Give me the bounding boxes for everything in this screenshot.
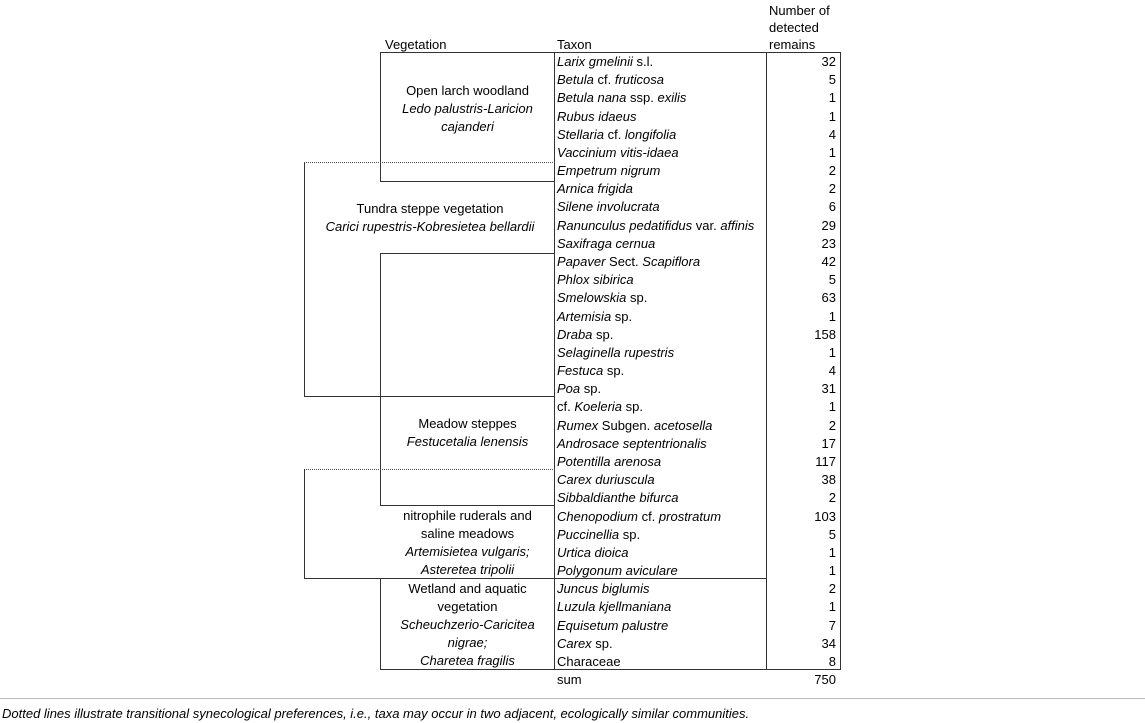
remains-count: 42 — [821, 253, 836, 269]
taxon-name-part: ssp. — [626, 90, 658, 106]
taxon-name-part: cf. — [637, 508, 659, 524]
remains-count: 2 — [828, 417, 836, 433]
taxon-name-part: Juncus biglumis — [557, 581, 650, 597]
taxon-name-part: Carex — [557, 635, 592, 651]
vegetation-line: Artemisietea vulgaris; — [405, 544, 530, 559]
taxon-name — [557, 217, 754, 235]
table-row — [557, 198, 840, 216]
taxon-left-border — [554, 52, 555, 669]
remains-count: 2 — [828, 581, 836, 597]
table-row — [557, 71, 840, 89]
table-row — [557, 108, 840, 126]
taxon-name-part: s.l. — [632, 54, 654, 69]
table-row — [557, 289, 840, 307]
taxon-name — [557, 235, 655, 253]
taxon-name — [557, 617, 668, 635]
taxon-name — [557, 598, 671, 616]
taxon-name-part: Carex duriuscula — [557, 472, 655, 488]
count-right-border — [840, 52, 841, 669]
taxon-name-part: Subgen. — [598, 417, 654, 433]
taxon-name — [557, 380, 601, 398]
table-row — [557, 617, 840, 635]
remains-count: 1 — [828, 308, 836, 324]
count-header-line: detected — [769, 20, 819, 35]
table-row — [557, 598, 840, 616]
remains-count: 1 — [828, 399, 836, 415]
taxon-name-part: Urtica dioica — [557, 544, 629, 560]
taxon-name-part: affinis — [720, 217, 755, 233]
taxon-name-part: Stellaria — [557, 126, 604, 142]
taxon-name — [557, 144, 679, 162]
table-row — [557, 544, 840, 562]
taxon-name-part: cf. — [557, 399, 575, 415]
taxon-name-part: Luzula kjellmaniana — [557, 599, 672, 615]
taxon-name-part: sp. — [626, 290, 648, 306]
ruderal-box-dotted-top — [304, 469, 555, 470]
vegetation-group-open-larch — [381, 82, 554, 136]
taxon-name-part: prostratum — [658, 508, 722, 524]
taxon-name — [557, 526, 640, 544]
taxon-name-part: Characeae — [557, 653, 621, 669]
taxon-name-part: Betula — [557, 72, 594, 88]
table-row — [557, 162, 840, 180]
remains-count: 158 — [814, 326, 836, 342]
vegetation-group-meadow-steppes — [381, 415, 554, 451]
taxon-name — [557, 53, 653, 71]
tundra-box-left — [304, 162, 305, 396]
taxon-name — [557, 562, 678, 580]
taxon-name — [557, 180, 633, 198]
remains-count: 6 — [828, 199, 836, 215]
remains-count: 5 — [828, 72, 836, 88]
taxon-name-part: cf. — [603, 126, 625, 142]
table-row — [557, 271, 840, 289]
woodland-box-bottom — [380, 181, 555, 182]
taxon-name-part: Festuca — [557, 363, 604, 379]
taxon-name-part: Draba — [557, 326, 593, 342]
taxon-name — [557, 471, 655, 489]
table-row — [557, 380, 840, 398]
taxon-name — [557, 508, 721, 526]
remains-count: 1 — [828, 544, 836, 560]
taxon-name-part: longifolia — [624, 126, 677, 142]
remains-count: 1 — [828, 599, 836, 615]
taxon-name — [557, 71, 664, 89]
remains-count: 34 — [821, 635, 836, 651]
table-row — [557, 362, 840, 380]
taxon-name — [557, 453, 661, 471]
taxon-name-part: fruticosa — [614, 72, 664, 88]
taxon-name-part: Poa — [557, 381, 581, 397]
caption-divider — [0, 698, 1145, 699]
remains-count: 31 — [821, 381, 836, 397]
taxon-name-part: Chenopodium — [557, 508, 638, 524]
taxon-name-part: sp. — [603, 363, 625, 379]
table-row — [557, 326, 840, 344]
taxon-name-part: Larix gmelinii — [557, 54, 633, 69]
meadow-box-bottom — [380, 505, 555, 506]
table-row — [557, 89, 840, 107]
count-header-line: remains — [769, 37, 816, 52]
taxon-name-part: Smelowskia — [557, 290, 627, 306]
table-row — [557, 653, 840, 671]
taxon-name-part: Vaccinium vitis-idaea — [557, 144, 679, 160]
taxon-name-part: cf. — [593, 72, 615, 88]
taxon-name-part: Koeleria — [574, 399, 623, 415]
vegetation-line: nitrophile ruderals and — [403, 508, 532, 523]
table-row — [557, 435, 840, 453]
table-row — [557, 417, 840, 435]
taxon-name — [557, 580, 650, 598]
taxon-name — [557, 544, 629, 562]
taxon-name — [557, 435, 707, 453]
vegetation-line: Meadow steppes — [418, 416, 517, 431]
taxon-name — [557, 253, 700, 271]
remains-count: 4 — [828, 363, 836, 379]
remains-count: 2 — [828, 181, 836, 197]
table-caption: Dotted lines illustrate transitional synecological preferences, i.e., taxa may occur in two adjacent, ecologically similar communities. — [2, 706, 750, 721]
vegetation-group-tundra-steppe — [306, 200, 554, 236]
remains-count: 7 — [828, 617, 836, 633]
table-row — [557, 53, 840, 71]
remains-count: 8 — [828, 653, 836, 669]
remains-count: 4 — [828, 126, 836, 142]
remains-count: 2 — [828, 490, 836, 506]
remains-count: 17 — [821, 435, 836, 451]
taxon-name-part: Potentilla arenosa — [557, 453, 662, 469]
table-row — [557, 508, 840, 526]
table-row — [557, 344, 840, 362]
taxon-name-part: Betula nana — [557, 90, 627, 106]
taxon-name-part: sp. — [622, 399, 644, 415]
remains-count: 23 — [821, 235, 836, 251]
taxon-name-part: Scapiflora — [642, 253, 701, 269]
taxon-name-part: Artemisia — [557, 308, 612, 324]
taxon-name — [557, 489, 678, 507]
remains-count: 103 — [814, 508, 836, 524]
taxon-header: Taxon — [557, 37, 592, 52]
taxon-name-part: Polygonum aviculare — [557, 563, 678, 579]
taxon-name-part: exilis — [657, 90, 687, 106]
taxon-name-part: Rumex — [557, 417, 599, 433]
taxon-name — [557, 308, 632, 326]
count-header — [769, 2, 830, 53]
taxon-name — [557, 271, 634, 289]
table-row — [557, 635, 840, 653]
taxon-name-part: Phlox sibirica — [557, 272, 634, 288]
remains-count: 1 — [828, 144, 836, 160]
taxon-name-part: Saxifraga cernua — [557, 235, 656, 251]
taxon-name-part: Ranunculus pedatifidus — [557, 217, 693, 233]
table-row — [557, 235, 840, 253]
taxon-name — [557, 635, 613, 653]
vegetation-line: saline meadows — [420, 526, 515, 541]
meadow-box-top — [380, 253, 555, 254]
table-row — [557, 562, 840, 580]
table-row — [557, 471, 840, 489]
taxon-name-part: acetosella — [653, 417, 713, 433]
table-row — [557, 253, 840, 271]
remains-count: 1 — [828, 563, 836, 579]
taxon-name — [557, 326, 613, 344]
vegetation-line: Wetland and aquatic — [408, 581, 527, 596]
table-row — [557, 126, 840, 144]
taxon-name — [557, 344, 674, 362]
sum-label: sum — [557, 672, 582, 687]
vegetation-line: Festucetalia lenensis — [406, 434, 529, 449]
taxon-name-part: Sect. — [605, 253, 643, 269]
taxon-name-part: Silene involucrata — [557, 199, 660, 215]
vegetation-group-wetland-aquatic — [381, 580, 554, 670]
remains-count: 117 — [815, 453, 836, 469]
table-row — [557, 308, 840, 326]
taxon-name — [557, 362, 624, 380]
remains-count: 5 — [828, 272, 836, 288]
vegetation-header: Vegetation — [385, 37, 447, 52]
remains-count: 63 — [821, 290, 836, 306]
vegetation-line: Charetea fragilis — [420, 653, 515, 668]
tundra-box-bottom — [304, 396, 555, 397]
remains-count: 29 — [821, 217, 836, 233]
taxon-name-part: Empetrum nigrum — [557, 163, 661, 179]
table-row — [557, 217, 840, 235]
taxon-name — [557, 417, 712, 435]
taxon-name — [557, 126, 676, 144]
remains-count: 5 — [828, 526, 836, 542]
remains-count: 32 — [821, 54, 836, 69]
taxon-name-part: Rubus idaeus — [557, 108, 637, 124]
taxon-name — [557, 289, 647, 307]
vegetation-line: Carici rupestris-Kobresietea bellardii — [325, 219, 535, 234]
vegetation-line: Asteretea tripolii — [420, 562, 515, 577]
vegetation-line: Ledo palustris-Laricion — [402, 101, 533, 116]
remains-count: 1 — [828, 108, 836, 124]
taxon-name-part: sp. — [580, 381, 602, 397]
ruderal-box-left — [304, 469, 305, 579]
taxon-name-part: Papaver — [557, 253, 606, 269]
taxon-name-part: Androsace septentrionalis — [557, 435, 707, 451]
taxon-name-part: Selaginella rupestris — [557, 344, 675, 360]
taxon-name-part: sp. — [611, 308, 633, 324]
taxon-name-part: Puccinellia — [557, 526, 620, 542]
table-row — [557, 453, 840, 471]
table-row — [557, 398, 840, 416]
taxon-name — [557, 198, 660, 216]
table-row — [557, 489, 840, 507]
remains-count: 38 — [821, 472, 836, 488]
count-header-line: Number of — [769, 3, 830, 18]
table-row — [557, 180, 840, 198]
table-row — [557, 580, 840, 598]
taxon-name-part: Equisetum palustre — [557, 617, 669, 633]
taxon-name-part: Arnica frigida — [557, 181, 633, 197]
taxon-name-part: sp. — [591, 635, 613, 651]
woodland-box-top — [380, 52, 555, 53]
sum-value: 750 — [814, 672, 836, 687]
vegetation-line: Open larch woodland — [406, 83, 529, 98]
taxon-name-part: var. — [692, 217, 721, 233]
vegetation-line: Scheuchzerio-Caricitea — [400, 617, 535, 632]
vegetation-line: cajanderi — [441, 119, 494, 134]
taxon-name — [557, 398, 643, 416]
taxon-name — [557, 162, 660, 180]
vegetation-group-nitrophile-ruderals — [381, 507, 554, 579]
table-row — [557, 144, 840, 162]
taxon-name — [557, 108, 637, 126]
vegetation-line: vegetation — [437, 599, 498, 614]
taxon-name-part: sp. — [592, 326, 614, 342]
vegetation-line: Tundra steppe vegetation — [356, 201, 504, 216]
taxon-name-part: sp. — [619, 526, 641, 542]
vegetation-line: nigrae; — [447, 635, 488, 650]
remains-count: 1 — [828, 90, 836, 106]
taxon-name — [557, 653, 621, 671]
remains-count: 2 — [828, 163, 836, 179]
taxon-name-part: Sibbaldianthe bifurca — [557, 490, 679, 506]
remains-count: 1 — [828, 344, 836, 360]
table-row — [557, 526, 840, 544]
tundra-box-dotted-top — [304, 162, 555, 163]
taxon-name — [557, 89, 686, 107]
